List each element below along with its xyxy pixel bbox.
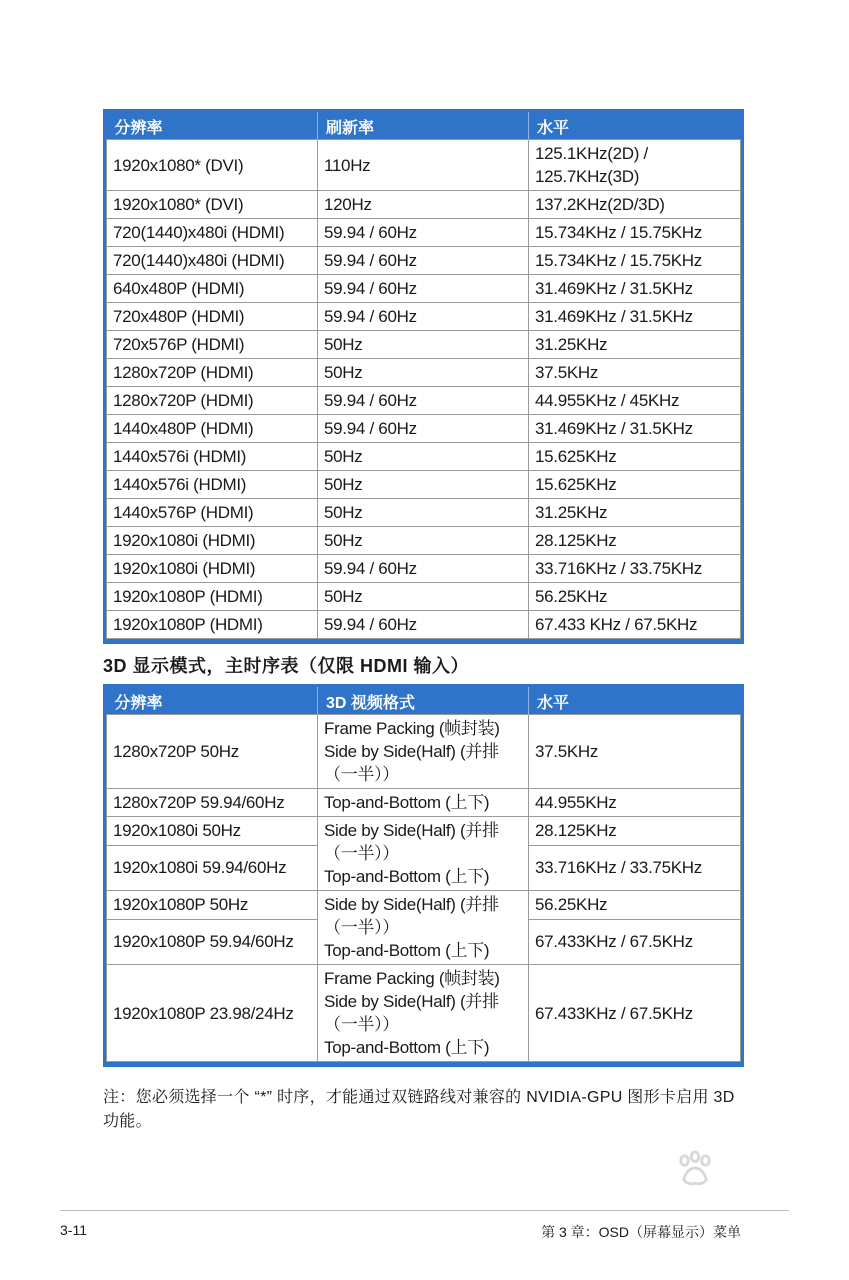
col-header-horizontal: 水平 [529,112,741,140]
table-row [107,891,741,920]
cell-resolution: 1280x720P 59.94/60Hz [107,789,318,817]
cell-horizontal: 31.25KHz [529,331,741,359]
cell-horizontal: 67.433KHz / 67.5KHz [529,965,741,1062]
cell-refresh-rate: 50Hz [318,527,529,555]
table-row [107,817,741,846]
cell-resolution: 1280x720P (HDMI) [107,359,318,387]
cell-refresh-rate: 59.94 / 60Hz [318,303,529,331]
page-number: 3-11 [60,1222,87,1238]
table-row [107,499,741,527]
table-row [107,303,741,331]
cell-horizontal: 37.5KHz [529,715,741,789]
cell-resolution: 1440x576i (HDMI) [107,443,318,471]
cell-horizontal: 125.1KHz(2D) / 125.7KHz(3D) [529,140,741,191]
cell-3d-format: Top-and-Bottom (上下) [318,789,529,817]
cell-resolution: 1440x576i (HDMI) [107,471,318,499]
cell-horizontal: 15.734KHz / 15.75KHz [529,247,741,275]
cell-resolution: 1920x1080P 59.94/60Hz [107,919,318,964]
table-row [107,789,741,817]
cell-horizontal: 67.433KHz / 67.5KHz [529,919,741,964]
table-row [107,443,741,471]
cell-resolution: 1920x1080P (HDMI) [107,611,318,639]
table-row [107,359,741,387]
col-header-refresh: 刷新率 [318,112,529,140]
cell-resolution: 1920x1080P 50Hz [107,891,318,920]
cell-horizontal: 44.955KHz / 45KHz [529,387,741,415]
cell-refresh-rate: 50Hz [318,471,529,499]
cell-refresh-rate: 59.94 / 60Hz [318,275,529,303]
cell-resolution: 1440x480P (HDMI) [107,415,318,443]
cell-refresh-rate: 59.94 / 60Hz [318,415,529,443]
table-row [107,140,741,191]
cell-refresh-rate: 59.94 / 60Hz [318,387,529,415]
cell-refresh-rate: 50Hz [318,499,529,527]
cell-horizontal: 28.125KHz [529,527,741,555]
cell-refresh-rate: 50Hz [318,443,529,471]
cell-resolution: 1920x1080i 50Hz [107,817,318,846]
cell-horizontal: 56.25KHz [529,583,741,611]
section-title: 3D 显示模式，主时序表（仅限 HDMI 输入） [103,656,470,676]
table-row [107,275,741,303]
cell-refresh-rate: 50Hz [318,583,529,611]
cell-3d-format: Side by Side(Half) (并排 （一半）） Top-and-Bottom (上下) [318,891,529,965]
cell-horizontal: 15.625KHz [529,443,741,471]
cell-resolution: 1920x1080P 23.98/24Hz [107,965,318,1062]
table-row [107,387,741,415]
cell-horizontal: 33.716KHz / 33.75KHz [529,555,741,583]
cell-refresh-rate: 120Hz [318,191,529,219]
cell-horizontal: 15.625KHz [529,471,741,499]
table-row [107,331,741,359]
cell-resolution: 720(1440)x480i (HDMI) [107,247,318,275]
chapter-title: 第 3 章：OSD（屏幕显示）菜单 [541,1224,741,1240]
cell-horizontal: 67.433 KHz / 67.5KHz [529,611,741,639]
cell-resolution: 1920x1080i (HDMI) [107,555,318,583]
3d-timing-table [103,684,744,1067]
cell-resolution: 1920x1080i 59.94/60Hz [107,845,318,890]
cell-horizontal: 44.955KHz [529,789,741,817]
cell-resolution: 1920x1080i (HDMI) [107,527,318,555]
cell-horizontal: 15.734KHz / 15.75KHz [529,219,741,247]
table-row [107,555,741,583]
cell-horizontal: 33.716KHz / 33.75KHz [529,845,741,890]
cell-resolution: 1920x1080* (DVI) [107,191,318,219]
cell-refresh-rate: 59.94 / 60Hz [318,219,529,247]
table-row [107,611,741,639]
col-header-resolution: 分辨率 [107,112,318,140]
cell-3d-format: Frame Packing (帧封装) Side by Side(Half) (并排 （一半）） Top-and-Bottom (上下) [318,965,529,1062]
cell-horizontal: 31.469KHz / 31.5KHz [529,415,741,443]
cell-refresh-rate: 50Hz [318,331,529,359]
cell-horizontal: 37.5KHz [529,359,741,387]
cell-refresh-rate: 59.94 / 60Hz [318,555,529,583]
col-header-horizontal: 水平 [529,687,741,715]
cell-horizontal: 31.25KHz [529,499,741,527]
cell-3d-format: Side by Side(Half) (并排 （一半）） Top-and-Bottom (上下) [318,817,529,891]
table-row [107,247,741,275]
cell-refresh-rate: 110Hz [318,140,529,191]
cell-resolution: 720x576P (HDMI) [107,331,318,359]
cell-horizontal: 137.2KHz(2D/3D) [529,191,741,219]
table-row [107,715,741,789]
cell-refresh-rate: 59.94 / 60Hz [318,611,529,639]
cell-horizontal: 31.469KHz / 31.5KHz [529,303,741,331]
cell-resolution: 1920x1080P (HDMI) [107,583,318,611]
cell-refresh-rate: 59.94 / 60Hz [318,247,529,275]
col-header-3d-format: 3D 视频格式 [318,687,529,715]
col-header-resolution: 分辨率 [107,687,318,715]
table-row [107,471,741,499]
cell-refresh-rate: 50Hz [318,359,529,387]
cell-horizontal: 28.125KHz [529,817,741,846]
cell-resolution: 720x480P (HDMI) [107,303,318,331]
table-row [107,191,741,219]
cell-resolution: 720(1440)x480i (HDMI) [107,219,318,247]
cell-resolution: 640x480P (HDMI) [107,275,318,303]
cell-resolution: 1920x1080* (DVI) [107,140,318,191]
table-row [107,965,741,1062]
cell-3d-format: Frame Packing (帧封装) Side by Side(Half) (并排 （一半）） [318,715,529,789]
footnote: 注：您必须选择一个 “*” 时序，才能通过双链路线对兼容的 NVIDIA-GPU 图形卡启用 3D 功能。 [103,1089,735,1130]
table-row [107,415,741,443]
cell-resolution: 1280x720P 50Hz [107,715,318,789]
watermark-logo [592,1175,802,1235]
cell-horizontal: 31.469KHz / 31.5KHz [529,275,741,303]
cell-resolution: 1440x576P (HDMI) [107,499,318,527]
cell-resolution: 1280x720P (HDMI) [107,387,318,415]
table-row [107,219,741,247]
cell-horizontal: 56.25KHz [529,891,741,920]
timing-table [103,109,744,644]
table-row [107,527,741,555]
table-row [107,583,741,611]
